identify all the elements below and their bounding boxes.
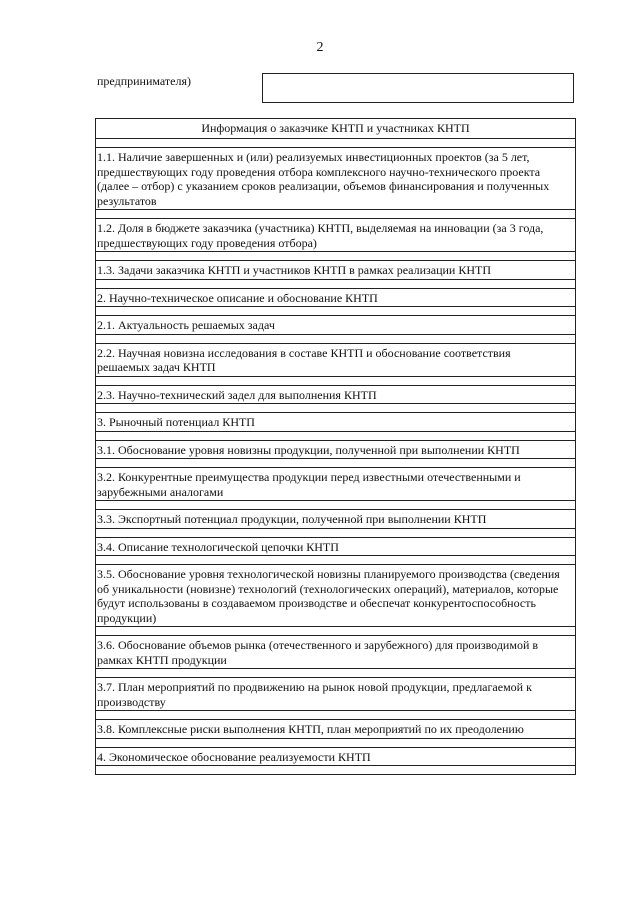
answer-row[interactable] <box>96 556 575 565</box>
section-row <box>96 468 575 501</box>
section-row <box>96 316 575 335</box>
section-text: 3.2. Конкурентные преимущества продукции перед известными отечественными и зарубежными аналогами <box>97 470 521 499</box>
answer-row[interactable] <box>96 139 575 148</box>
answer-row[interactable] <box>96 501 575 510</box>
owner-input-box[interactable] <box>262 73 574 103</box>
answer-row[interactable] <box>96 766 575 775</box>
section-text: 3.1. Обоснование уровня новизны продукции, полученной при выполнении КНТП <box>97 442 520 457</box>
section-text: 3.5. Обоснование уровня технологической новизны планируемого производства (сведения об уникальности (новизне) технологий (технологических операций), материалов, которые будут использованы в создаваемом производстве и обеспечат конкурентоспособность продукции) <box>97 567 560 625</box>
answer-row[interactable] <box>96 711 575 720</box>
section-text: 1.3. Задачи заказчика КНТП и участников КНТП в рамках реализации КНТП <box>97 263 492 277</box>
section-row <box>96 636 575 669</box>
answer-row[interactable] <box>96 459 575 468</box>
section-row <box>96 413 575 432</box>
section-text: 1.2. Доля в бюджете заказчика (участника) КНТП, выделяемая на инновации (за 3 года, предшествующих году проведения отбора) <box>97 221 544 250</box>
answer-row[interactable] <box>96 739 575 748</box>
section-text: 2.3. Научно-технический задел для выполнения КНТП <box>97 387 377 402</box>
page-number: 2 <box>316 40 324 55</box>
answer-row[interactable] <box>96 404 575 413</box>
section-text: 2.1. Актуальность решаемых задач <box>97 318 275 332</box>
section-row <box>96 441 575 460</box>
answer-row[interactable] <box>96 669 575 678</box>
section-text: 4. Экономическое обоснование реализуемости КНТП <box>97 749 371 764</box>
answer-row[interactable] <box>96 627 575 636</box>
section-text: 3. Рыночный потенциал КНТП <box>97 415 255 429</box>
section-row <box>96 386 575 405</box>
answer-row[interactable] <box>96 210 575 219</box>
answer-row[interactable] <box>96 529 575 538</box>
section-row <box>96 565 575 627</box>
table-rows <box>96 139 575 775</box>
section-row <box>96 289 575 308</box>
answer-row[interactable] <box>96 280 575 289</box>
section-text: 3.7. План мероприятий по продвижению на рынок новой продукции, предлагаемой к производству <box>97 680 532 709</box>
section-row <box>96 219 575 252</box>
section-text: 2.2. Научная новизна исследования в составе КНТП и обоснование соответствия решаемых задач КНТП <box>97 345 511 374</box>
section-text: 3.4. Описание технологической цепочки КНТП <box>97 539 339 554</box>
section-row <box>96 261 575 280</box>
section-row <box>96 720 575 739</box>
answer-row[interactable] <box>96 432 575 441</box>
table-header: Информация о заказчике КНТП и участниках КНТП <box>96 119 575 139</box>
section-row <box>96 678 575 711</box>
section-text: 3.8. Комплексные риски выполнения КНТП, план мероприятий по их преодолению <box>97 722 524 736</box>
answer-row[interactable] <box>96 377 575 386</box>
section-row <box>96 148 575 210</box>
section-text: 3.6. Обоснование объемов рынка (отечественного и зарубежного) для производимой в рамках КНТП продукции <box>97 638 539 667</box>
section-text: 3.3. Экспортный потенциал продукции, полученной при выполнении КНТП <box>97 512 487 526</box>
section-row <box>96 748 575 767</box>
answer-row[interactable] <box>96 307 575 316</box>
section-text: 1.1. Наличие завершенных и (или) реализуемых инвестиционных проектов (за 5 лет, предшествующих году проведения отбора комплексного научно-технического проекта (далее – отбор) с указанием сроков реализации, объемов финансирования и полученных результатов <box>97 150 550 208</box>
owner-label: предпринимателя) <box>97 74 191 88</box>
answer-row[interactable] <box>96 335 575 344</box>
section-row <box>96 510 575 529</box>
info-table <box>95 118 576 775</box>
section-row <box>96 538 575 557</box>
section-text: 2. Научно-техническое описание и обоснование КНТП <box>97 290 378 305</box>
answer-row[interactable] <box>96 252 575 261</box>
section-row <box>96 344 575 377</box>
